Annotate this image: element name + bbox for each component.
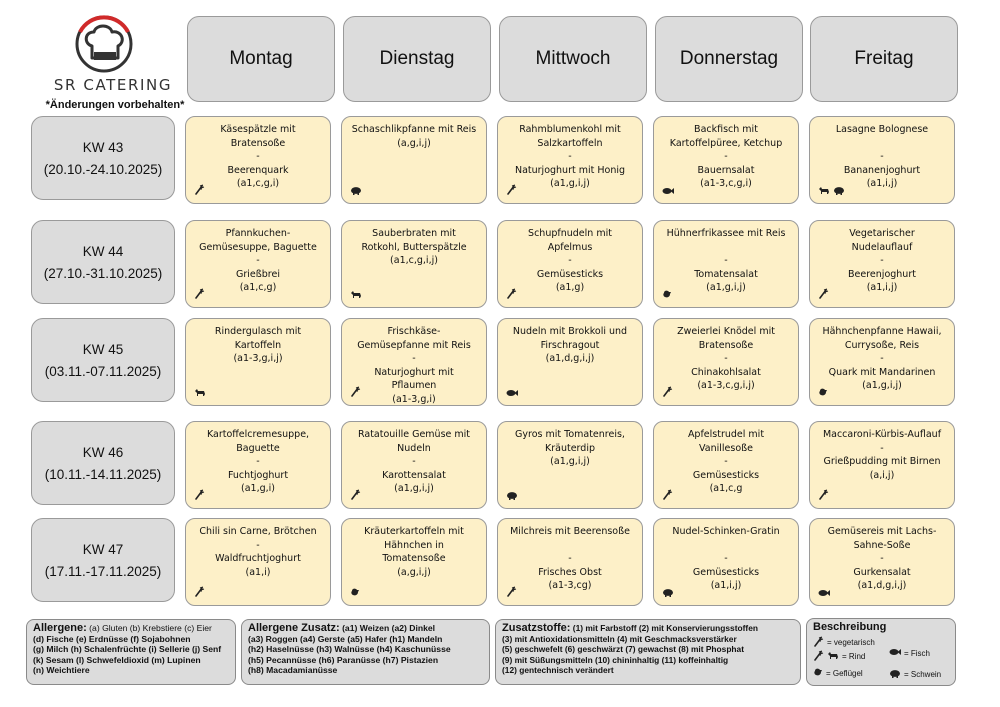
meal-separator: - [880,151,884,162]
pork-icon [833,186,845,195]
week-number: KW 46 [82,445,124,460]
meal-line: Currysoße, Reis [844,339,920,351]
fish-icon [889,648,901,660]
meal-line: Gemüsesticks [536,268,604,280]
allergen-codes: (a1,g,i,j) [862,380,902,391]
legend-additives-title: Zusatzstoffe: [502,622,571,634]
legend-vegetarian-label: = vegetarisch [827,638,875,647]
meal-type-icons [194,586,205,597]
legend-additives [495,619,801,685]
meal-line: Nudel-Schinken-Gratin [672,526,780,537]
legend-allergens-extra-title: Allergene Zusatz: [248,622,340,634]
meal-cell [185,318,331,406]
day-header-monday: Montag [187,16,335,102]
meal-line: Hähnchen in [384,539,444,551]
legend-allergens-extra-line: (h5) Pecannüsse (h6) Paranüsse (h7) Pistazien [248,654,439,665]
meal-separator: - [724,151,728,162]
meal-line: Grießbrei [236,268,280,280]
vegetarian-icon [818,288,829,299]
meal-line: Kartoffeln [234,339,282,351]
legend-additives-line: (5) geschwefelt (6) geschwärzt (7) gewachst (8) mit Phosphat [502,644,744,655]
legend-allergens-extra-line: (a3) Roggen (a4) Gerste (a5) Hafer (h1) Mandeln [248,633,443,644]
week-number: KW 44 [82,244,124,259]
meal-separator: - [256,539,260,551]
meal-line: Gemüsesticks [692,566,760,578]
meal-separator: - [412,353,416,364]
meal-separator: - [724,353,728,364]
day-header-tuesday: Dienstag [343,16,491,102]
meal-separator: - [256,151,260,162]
week-box [31,220,175,304]
meal-type-icons [194,288,205,299]
meal-separator: - [568,255,572,266]
poultry-icon [813,667,823,681]
meal-line: Waldfruchtjoghurt [215,553,301,564]
meal-type-icons [818,288,829,299]
meal-type-icons [506,491,518,500]
week-date-range: (17.11.-17.11.2025) [44,564,162,579]
meal-separator: - [880,353,884,364]
meal-line [816,137,948,151]
chef-hat-logo-icon [48,14,178,76]
week-date-range: (27.10.-31.10.2025) [43,266,163,281]
vegetarian-icon [194,586,205,597]
brand-name: SR CATERING [53,76,173,94]
meal-type-icons [818,186,845,195]
meal-cell [809,116,955,204]
legend-fish [889,648,930,660]
meal-separator: - [568,553,572,564]
meal-separator: - [256,255,260,266]
meal-line: Apfelstrudel mit [687,429,765,440]
allergen-codes: (a1-3,c,g,i,j) [697,380,755,391]
meal-type-icons [194,184,205,195]
legend-allergens-extra [241,619,490,685]
allergen-codes: (a1,i,j) [866,282,898,293]
day-header-thursday: Donnerstag [655,16,803,102]
meal-line: Vegetarischer [849,228,915,239]
legend-allergens [26,619,236,685]
meal-line: Maccaroni-Kürbis-Auflauf [822,429,942,440]
meal-line: Gemüsesuppe, Baguette [199,241,317,253]
allergen-codes: (a1,g,i,j) [550,178,590,189]
meal-line [504,539,636,553]
meal-line: Naturjoghurt mit [374,366,454,378]
meal-line: Hühnerfrikassee mit Reis [666,228,786,239]
meal-line: Rahmblumenkohl mit [519,124,621,135]
meal-cell [185,518,331,606]
legend-beef [813,650,865,665]
meal-separator: - [880,553,884,564]
allergen-codes: (a1,i,j) [866,178,898,189]
meal-separator: - [724,456,728,467]
legend-fish-label: = Fisch [904,648,931,658]
fish-icon [818,589,830,597]
meal-line: Quark mit Mandarinen [828,366,936,378]
allergen-codes: (a1,i,j) [710,580,742,591]
meal-line: Grießpudding mit Birnen [823,456,941,467]
meal-line: Hähnchenpfanne Hawaii, [822,326,942,337]
meal-line: Bauernsalat [697,164,755,176]
meal-type-icons [818,387,828,397]
meal-line: Gemüsesticks [692,469,760,481]
legend-allergens-line: (a) Gluten (b) Krebstiere (c) Eier [86,623,212,633]
meal-cell [497,518,643,606]
week-box [31,318,175,402]
meal-line: Kartoffelpüree, Ketchup [669,137,783,149]
allergen-codes: (a1,i) [245,566,271,578]
allergen-codes: (a,i,j) [869,469,895,481]
week-box [31,116,175,200]
legend-pork [889,669,941,682]
legend-allergens-extra-line: (h8) Macadamianüsse [248,665,338,676]
meal-cell [809,421,955,509]
meal-line: Schupfnudeln mit [528,228,612,239]
week-number: KW 45 [82,342,124,357]
legend-vegetarian [813,636,875,651]
meal-cell [653,220,799,308]
meal-line: Kräuterkartoffeln mit [364,526,464,537]
vegetarian-icon [662,489,673,500]
allergen-codes: (a1,c,g [709,483,743,494]
beef-icon [350,290,362,299]
legend-additives-line: (12) gentechnisch verändert [502,665,614,676]
meal-line: Chinakohlsalat [691,366,761,378]
vegetarian-icon [506,586,517,597]
meal-line: Gemüsereis mit Lachs- [827,526,937,537]
vegetarian-icon [662,386,673,397]
meal-line: Fuchtjoghurt [227,469,289,481]
allergen-codes: (a1-3,g,i,j) [233,353,283,364]
legend-allergens-extra-line: (h2) Haselnüsse (h3) Walnüsse (h4) Kaschunüsse [248,644,451,655]
meal-line: Naturjoghurt mit Honig [514,164,626,176]
allergen-codes: (a1,c,g,i) [236,178,280,189]
legend-description-title: Beschreibung [813,621,887,633]
week-date-range: (20.10.-24.10.2025) [43,162,163,177]
vegetarian-icon [506,184,517,195]
meal-cell [497,220,643,308]
meal-cell [497,421,643,509]
vegetarian-icon [194,184,205,195]
meal-line: Baguette [236,442,280,454]
vegetarian-icon [350,386,361,397]
allergen-codes: (a1,g,i,j) [394,483,434,494]
allergen-codes: (a1,g,i,j) [706,282,746,293]
meal-type-icons [350,587,360,597]
meal-line: Ratatouille Gemüse mit [357,429,470,440]
meal-type-icons [662,187,674,195]
meal-separator: - [724,553,728,564]
meal-cell [185,116,331,204]
meal-line: Frischkäse- [387,326,441,337]
meal-type-icons [818,589,830,597]
allergen-codes: (a1,g) [555,282,585,293]
allergen-codes: (a1,d,g,i,j) [857,580,907,591]
vegetarian-icon [506,288,517,299]
meal-line: Vanillesoße [699,442,753,454]
poultry-icon [662,289,672,299]
meal-line: Pflaumen [391,380,437,391]
meal-separator: - [880,255,884,266]
meal-line: Gyros mit Tomatenreis, [515,429,625,440]
meal-line: Sahne-Soße [853,539,911,551]
meal-type-icons [350,186,362,195]
meal-line: Nudeln [397,442,431,454]
logo [48,14,178,96]
meal-line: Lasagne Bolognese [835,124,929,135]
meal-cell [341,518,487,606]
meal-cell [653,318,799,406]
day-header-wednesday: Mittwoch [499,16,647,102]
fish-icon [662,187,674,195]
meal-line: Schaschlikpfanne mit Reis [351,124,477,135]
legend-allergens-line: (k) Sesam (l) Schwefeldioxid (m) Lupinen [33,654,201,665]
meal-line: Milchreis mit Beerensoße [510,526,630,537]
meal-separator: - [880,442,884,454]
fish-icon [506,389,518,397]
meal-type-icons [506,586,517,597]
meal-cell [809,518,955,606]
meal-line: Tomatensoße [382,553,446,564]
meal-separator: - [724,255,728,266]
meal-line [660,241,792,255]
meal-line: Rindergulasch mit [214,326,302,337]
meal-type-icons [662,489,673,500]
meal-type-icons [506,288,517,299]
meal-cell [653,421,799,509]
vegetarian-icon [818,489,829,500]
legend-poultry-label: = Geflügel [826,668,863,678]
poultry-icon [350,587,360,597]
week-number: KW 47 [82,542,124,557]
vegetarian-icon [813,650,824,665]
meal-cell [809,220,955,308]
allergen-codes: (a1-3,c,g,i) [700,178,752,189]
legend-additives-line: (1) mit Farbstoff (2) mit Konservierungsstoffen [570,623,758,633]
week-box [31,518,175,602]
vegetarian-icon [194,288,205,299]
meal-type-icons [194,489,205,500]
legend-allergens-extra-line: (a1) Weizen (a2) Dinkel [339,623,436,633]
legend-beef-label: = Rind [842,652,866,661]
pork-icon [350,186,362,195]
meal-line [660,539,792,553]
meal-line: Firschragout [540,339,600,351]
legend-additives-line: (9) mit Süßungsmitteln (10) chininhaltig (11) koffeinhaltig [502,654,729,665]
meal-line: Chili sin Carne, Brötchen [199,526,317,537]
legend-poultry [813,667,863,681]
legend-allergens-line: (d) Fische (e) Erdnüsse (f) Sojabohnen [33,633,191,644]
allergen-codes: (a1,c,g,i,j) [390,255,438,266]
disclaimer: *Änderungen vorbehalten* [45,99,185,111]
meal-separator: - [256,456,260,467]
meal-line: Pfannkuchen- [225,228,291,239]
meal-cell [341,421,487,509]
meal-cell [341,116,487,204]
allergen-codes: (a1,g,i) [241,483,275,494]
meal-line: Bananenjoghurt [843,164,921,176]
meal-type-icons [350,489,361,500]
meal-line: Bratensoße [698,339,754,351]
legend-pork-label: = Schwein [904,670,942,679]
allergen-codes: (a,g,i,j) [397,566,431,578]
meal-cell [809,318,955,406]
meal-cell [497,318,643,406]
beef-icon [194,388,206,397]
meal-line: Käsespätzle mit [220,124,296,135]
meal-line: Backfisch mit [694,124,758,135]
meal-line: Karottensalat [382,469,446,481]
vegetarian-icon [194,489,205,500]
meal-type-icons [662,289,672,299]
meal-line: Apfelmus [547,241,593,253]
meal-cell [653,518,799,606]
legend-allergens-line: (g) Milch (h) Schalenfrüchte (i) Sellerie (j) Senf [33,644,222,655]
poultry-icon [818,387,828,397]
week-date-range: (03.11.-07.11.2025) [44,364,162,379]
meal-type-icons [506,184,517,195]
meal-type-icons [662,386,673,397]
meal-type-icons [350,386,361,397]
meal-line: Beerenquark [227,164,289,176]
meal-line: Nudelauflauf [851,241,913,253]
legend-allergens-title: Allergene: [33,622,87,634]
meal-type-icons [350,290,362,299]
meal-type-icons [662,588,674,597]
legend-allergens-line: (n) Weichtiere [33,665,90,676]
meal-cell [497,116,643,204]
pork-icon [662,588,674,597]
meal-line: Tomatensalat [694,268,758,280]
week-date-range: (10.11.-14.11.2025) [44,467,162,482]
meal-type-icons [818,489,829,500]
beef-icon [827,651,839,664]
beef-icon [818,186,830,195]
allergen-codes: (a1,d,g,i,j) [545,353,595,364]
vegetarian-icon [813,636,824,651]
meal-line: Sauberbraten mit [372,228,456,239]
legend-additives-line: (3) mit Antioxidationsmitteln (4) mit Geschmacksverstärker [502,633,737,644]
meal-line: Salzkartoffeln [537,137,603,149]
allergen-codes: (a1,c,g) [239,282,277,293]
pork-icon [889,669,901,682]
pork-icon [506,491,518,500]
meal-line: Bratensoße [230,137,286,149]
allergen-codes: (a,g,i,j) [397,137,431,149]
vegetarian-icon [350,489,361,500]
allergen-codes: (a1-3,g,i) [392,393,436,405]
meal-separator: - [412,456,416,467]
meal-line: Nudeln mit Brokkoli und [512,326,628,337]
meal-cell [185,421,331,509]
meal-line: Zweierlei Knödel mit [677,326,775,337]
meal-type-icons [194,388,206,397]
meal-line: Rotkohl, Butterspätzle [361,241,467,253]
meal-cell [185,220,331,308]
allergen-codes: (a1-3,cg) [548,580,592,591]
week-box [31,421,175,505]
meal-line: Kartoffelcremesuppe, [206,429,310,440]
allergen-codes: (a1,g,i,j) [550,456,590,467]
meal-cell [653,116,799,204]
meal-type-icons [506,389,518,397]
meal-line: Beerenjoghurt [848,268,916,280]
meal-cell [341,220,487,308]
meal-line: Gemüsepfanne mit Reis [357,339,471,351]
meal-separator: - [568,151,572,162]
meal-line: Frisches Obst [538,566,602,578]
meal-line: Gurkensalat [853,566,911,578]
day-header-friday: Freitag [810,16,958,102]
meal-line: Kräuterdip [545,442,595,454]
legend-description [806,618,956,686]
week-number: KW 43 [82,140,124,155]
meal-cell [341,318,487,406]
